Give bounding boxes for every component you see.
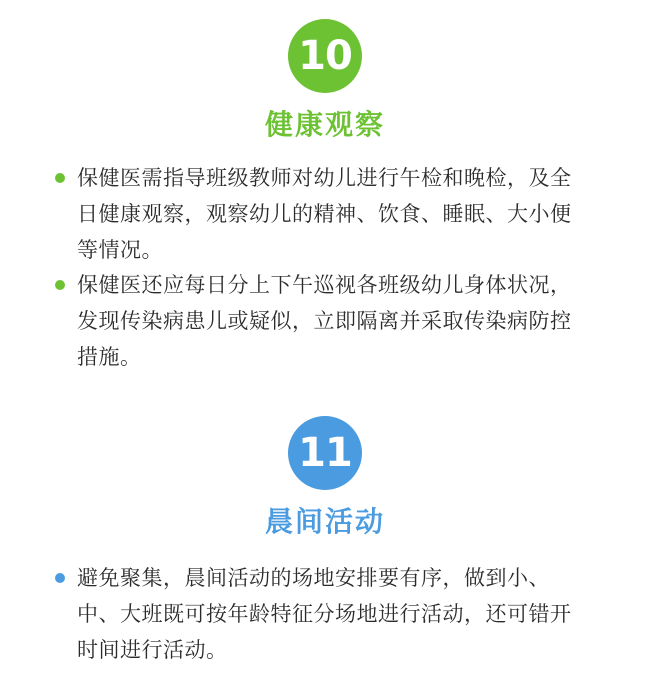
bullet-dot-icon [55, 173, 65, 183]
list-item [55, 267, 615, 375]
list-item-line: 日健康观察，观察幼儿的精神、饮食、睡眠、大小便 [77, 202, 572, 226]
list-item-line: 保健医需指导班级教师对幼儿进行午检和晚检，及全 [77, 166, 572, 190]
bullet-dot-icon [55, 573, 65, 583]
bullet-dot-icon [55, 280, 65, 290]
list-item-line: 中、大班既可按年龄特征分场地进行活动，还可错开 [77, 602, 572, 626]
list-item-line: 发现传染病患儿或疑似，立即隔离并采取传染病防控 [77, 309, 572, 333]
list-item-line: 保健医还应每日分上下午巡视各班级幼儿身体状况， [77, 273, 572, 297]
list-item [55, 160, 615, 268]
section-number-badge: 11 [288, 416, 362, 490]
section-title: 晨间活动 [264, 505, 385, 538]
list-item-line: 等情况。 [77, 238, 163, 262]
section-number-badge: 10 [288, 19, 362, 93]
list-item-line: 措施。 [77, 345, 142, 369]
list-item-line: 时间进行活动。 [77, 638, 228, 662]
section-title: 健康观察 [264, 108, 385, 141]
list-item [55, 560, 615, 668]
section-morning-activity [0, 400, 650, 696]
list-item-line: 避免聚集，晨间活动的场地安排要有序，做到小、 [77, 566, 550, 590]
